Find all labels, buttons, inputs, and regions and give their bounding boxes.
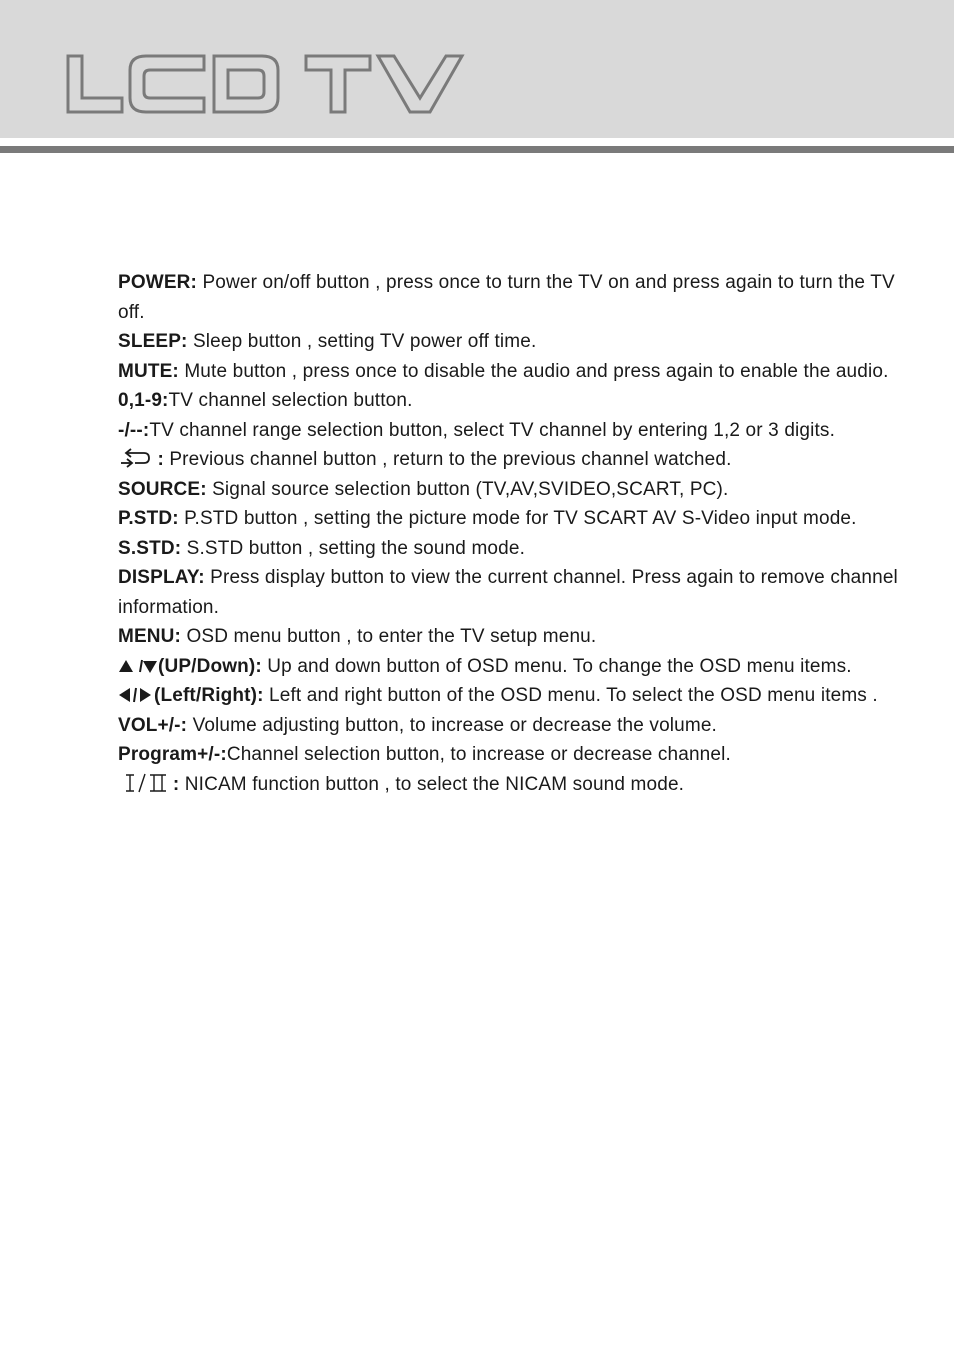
up-down-triangle-icon	[118, 652, 158, 682]
entry-text: Left and right button of the OSD menu. To select the OSD menu items .	[263, 685, 878, 706]
left-right-triangle-icon	[118, 681, 154, 711]
entry-key: Program+/-:	[118, 744, 227, 765]
entry-key: MENU:	[118, 626, 182, 647]
entry-sstd	[118, 534, 898, 564]
entry-source	[118, 475, 898, 505]
entry-key: P.STD:	[118, 508, 179, 529]
header-rule	[0, 146, 954, 153]
entry-up-down	[118, 652, 898, 682]
entry-text: TV channel selection button.	[168, 390, 413, 411]
entry-key: DISPLAY:	[118, 567, 205, 588]
entry-display	[118, 563, 898, 622]
entry-range	[118, 416, 898, 446]
entry-text: Previous channel button , return to the previous channel watched.	[163, 449, 732, 470]
nicam-icon	[123, 770, 167, 800]
entry-text: Press display button to view the current channel. Press again to remove channel information.	[118, 567, 898, 618]
entry-menu	[118, 622, 898, 652]
entry-digits	[118, 386, 898, 416]
entry-key: SOURCE:	[118, 478, 207, 500]
entry-text: Power on/off button , press once to turn the TV on and press again to turn the TV off.	[118, 272, 895, 323]
entry-text: Mute button , press once to disable the audio and press again to enable the audio.	[178, 360, 889, 382]
entry-key: (UP/Down):	[158, 655, 262, 677]
entry-key: :	[172, 773, 180, 795]
entry-key: -/--:	[118, 419, 150, 441]
entry-key: POWER:	[118, 272, 198, 293]
entry-key: SLEEP:	[118, 331, 188, 352]
entry-text: Signal source selection button (TV,AV,SVIDEO,SCART, PC).	[206, 478, 729, 500]
entry-key: :	[157, 449, 164, 470]
entry-left-right	[118, 681, 898, 711]
entry-text: Sleep button , setting TV power off time.	[187, 331, 537, 352]
entry-text: OSD menu button , to enter the TV setup menu.	[181, 626, 597, 647]
entry-key: S.STD:	[118, 537, 182, 559]
entry-text: NICAM function button , to select the NICAM sound mode.	[179, 773, 685, 795]
entry-text: Channel selection button, to increase or decrease channel.	[226, 744, 731, 765]
lcd-tv-logo	[66, 52, 466, 116]
entry-vol	[118, 711, 898, 741]
entry-text: P.STD button , setting the picture mode for TV SCART AV S-Video input mode.	[178, 508, 857, 529]
entry-key: MUTE:	[118, 360, 179, 382]
entry-mute	[118, 357, 898, 387]
entry-text: TV channel range selection button, select TV channel by entering 1,2 or 3 digits.	[149, 419, 836, 441]
entry-key: VOL+/-:	[118, 714, 188, 736]
return-channel-icon	[118, 445, 152, 475]
entry-return	[118, 445, 898, 475]
entry-text: S.STD button , setting the sound mode.	[181, 537, 526, 559]
entry-power	[118, 268, 898, 327]
button-descriptions	[118, 268, 898, 799]
entry-key: (Left/Right):	[154, 685, 264, 706]
entry-pstd	[118, 504, 898, 534]
entry-key: 0,1-9:	[118, 390, 169, 411]
entry-text: Volume adjusting button, to increase or decrease the volume.	[187, 714, 717, 736]
entry-program	[118, 740, 898, 770]
entry-nicam	[118, 770, 898, 800]
lcd-tv-logo-graphic	[66, 52, 466, 116]
entry-sleep	[118, 327, 898, 357]
entry-text: Up and down button of OSD menu. To change the OSD menu items.	[261, 655, 852, 677]
